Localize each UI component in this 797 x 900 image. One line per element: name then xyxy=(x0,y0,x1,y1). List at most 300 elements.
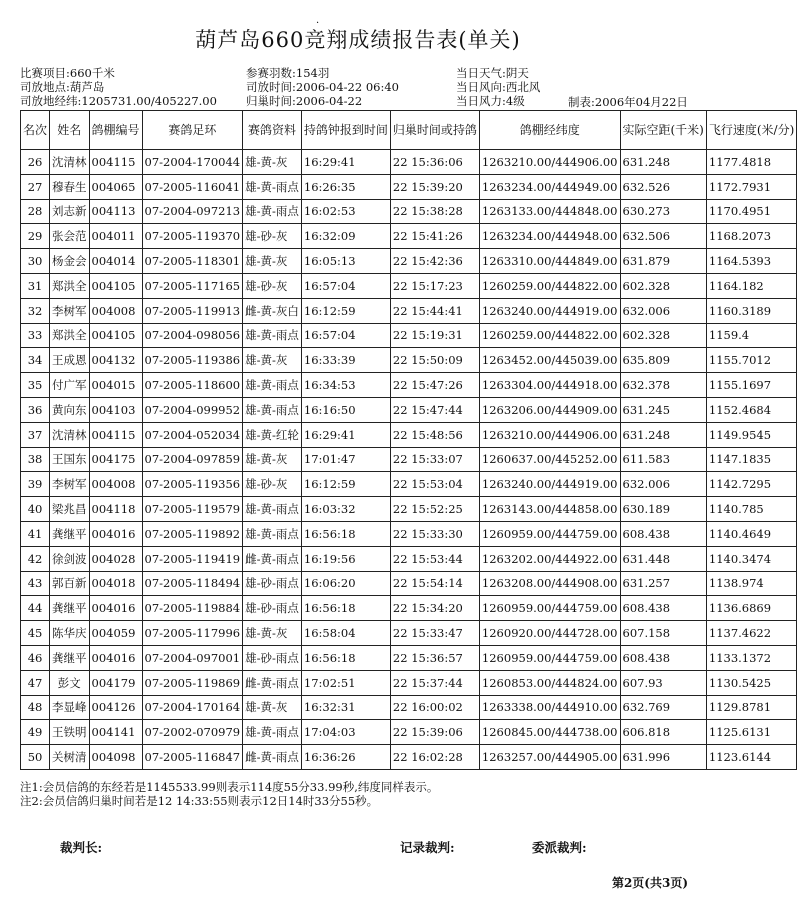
header-speed: 飞行速度(米/分) xyxy=(706,111,796,150)
cell-clock-time: 16:19:56 xyxy=(301,546,390,571)
cell-pigeon-info: 雄-黄-雨点 xyxy=(243,397,302,422)
header-clock-time: 持鸽钟报到时间 xyxy=(301,111,390,150)
cell-distance: 630.273 xyxy=(620,199,706,224)
cell-distance: 608.438 xyxy=(620,521,706,546)
cell-loft-coords: 1263143.00/444858.00 xyxy=(479,497,620,522)
meta-col-1 xyxy=(20,66,217,108)
cell-rank: 29 xyxy=(21,224,50,249)
cell-pigeon-info: 雄-黄-灰 xyxy=(243,447,302,472)
cell-name: 杨金会 xyxy=(50,249,90,274)
cell-name: 郑洪全 xyxy=(50,273,90,298)
cell-clock-time: 16:29:41 xyxy=(301,422,390,447)
cell-ring: 07-2005-116847 xyxy=(142,745,243,770)
cell-distance: 602.328 xyxy=(620,323,706,348)
cell-loft-coords: 1260259.00/444822.00 xyxy=(479,323,620,348)
header-distance: 实际空距(千米) xyxy=(620,111,706,150)
release-coordinates: 司放地经纬:1205731.00/405227.00 xyxy=(20,94,217,108)
cell-loft-id: 004011 xyxy=(89,224,142,249)
cell-distance: 635.809 xyxy=(620,348,706,373)
cell-pigeon-info: 雄-黄-红轮 xyxy=(243,422,302,447)
cell-ring: 07-2005-116041 xyxy=(142,174,243,199)
cell-pigeon-info: 雄-黄-灰 xyxy=(243,621,302,646)
cell-rank: 32 xyxy=(21,298,50,323)
cell-clock-time: 16:58:04 xyxy=(301,621,390,646)
cell-speed: 1129.8781 xyxy=(706,695,796,720)
cell-ring: 07-2005-119356 xyxy=(142,472,243,497)
cell-name: 刘志新 xyxy=(50,199,90,224)
table-row xyxy=(21,348,797,373)
cell-loft-id: 004015 xyxy=(89,373,142,398)
cell-loft-id: 004105 xyxy=(89,323,142,348)
cell-ring: 07-2005-117165 xyxy=(142,273,243,298)
cell-clock-time: 16:56:18 xyxy=(301,645,390,670)
cell-pigeon-info: 雄-黄-雨点 xyxy=(243,521,302,546)
cell-return-time: 22 15:39:20 xyxy=(390,174,479,199)
cell-loft-id: 004016 xyxy=(89,521,142,546)
header-loft-coords: 鸽棚经纬度 xyxy=(479,111,620,150)
cell-loft-coords: 1260959.00/444759.00 xyxy=(479,521,620,546)
cell-loft-coords: 1260959.00/444759.00 xyxy=(479,596,620,621)
cell-ring: 07-2005-117996 xyxy=(142,621,243,646)
report-title: 葫芦岛660竞翔成绩报告表(单关) xyxy=(195,28,521,52)
table-row xyxy=(21,373,797,398)
cell-loft-id: 004141 xyxy=(89,720,142,745)
cell-name: 李树军 xyxy=(50,298,90,323)
cell-return-time: 22 15:44:41 xyxy=(390,298,479,323)
cell-ring: 07-2005-119370 xyxy=(142,224,243,249)
cell-loft-coords: 1263208.00/444908.00 xyxy=(479,571,620,596)
header-rank: 名次 xyxy=(21,111,50,150)
cell-rank: 42 xyxy=(21,546,50,571)
cell-pigeon-info: 雄-砂-雨点 xyxy=(243,596,302,621)
cell-clock-time: 17:01:47 xyxy=(301,447,390,472)
cell-loft-id: 004098 xyxy=(89,745,142,770)
cell-rank: 35 xyxy=(21,373,50,398)
cell-pigeon-info: 雌-黄-雨点 xyxy=(243,745,302,770)
cell-distance: 632.769 xyxy=(620,695,706,720)
cell-distance: 631.448 xyxy=(620,546,706,571)
cell-ring: 07-2004-170044 xyxy=(142,150,243,175)
cell-loft-coords: 1260637.00/445252.00 xyxy=(479,447,620,472)
cell-clock-time: 16:57:04 xyxy=(301,323,390,348)
table-row xyxy=(21,745,797,770)
table-row xyxy=(21,298,797,323)
cell-rank: 27 xyxy=(21,174,50,199)
cell-name: 彭文 xyxy=(50,670,90,695)
cell-clock-time: 16:33:39 xyxy=(301,348,390,373)
cell-distance: 631.248 xyxy=(620,150,706,175)
cell-loft-coords: 1263240.00/444919.00 xyxy=(479,472,620,497)
cell-return-time: 22 15:52:25 xyxy=(390,497,479,522)
note-2: 注2:会员信鸽归巢时间若是12 14:33:55则表示12日14时33分55秒。 xyxy=(20,794,379,808)
cell-clock-time: 16:06:20 xyxy=(301,571,390,596)
table-row xyxy=(21,546,797,571)
cell-name: 龚继平 xyxy=(50,645,90,670)
table-row xyxy=(21,695,797,720)
cell-name: 沈清林 xyxy=(50,422,90,447)
cell-return-time: 22 15:19:31 xyxy=(390,323,479,348)
cell-return-time: 22 15:33:07 xyxy=(390,447,479,472)
cell-return-time: 22 15:37:44 xyxy=(390,670,479,695)
cell-name: 黄向东 xyxy=(50,397,90,422)
entry-count: 参赛羽数:154羽 xyxy=(246,66,330,80)
cell-loft-id: 004132 xyxy=(89,348,142,373)
cell-clock-time: 17:04:03 xyxy=(301,720,390,745)
table-row xyxy=(21,521,797,546)
cell-distance: 611.583 xyxy=(620,447,706,472)
cell-loft-coords: 1263210.00/444906.00 xyxy=(479,422,620,447)
made-date: 制表:2006年04月22日 xyxy=(568,95,688,109)
cell-pigeon-info: 雌-黄-雨点 xyxy=(243,546,302,571)
cell-clock-time: 16:03:32 xyxy=(301,497,390,522)
table-row xyxy=(21,397,797,422)
cell-return-time: 22 16:02:28 xyxy=(390,745,479,770)
cell-clock-time: 16:12:59 xyxy=(301,472,390,497)
cell-return-time: 22 15:53:04 xyxy=(390,472,479,497)
wind-force: 当日风力:4级 xyxy=(456,94,525,108)
chief-referee-label: 裁判长: xyxy=(60,840,103,855)
weather: 当日天气:阴天 xyxy=(456,66,529,80)
cell-speed: 1160.3189 xyxy=(706,298,796,323)
cell-distance: 631.879 xyxy=(620,249,706,274)
notes xyxy=(20,780,438,808)
header-return-time: 归巢时间或持鸽 xyxy=(390,111,479,150)
cell-pigeon-info: 雄-砂-灰 xyxy=(243,273,302,298)
cell-clock-time: 16:32:09 xyxy=(301,224,390,249)
cell-clock-time: 16:34:53 xyxy=(301,373,390,398)
cell-loft-coords: 1263234.00/444949.00 xyxy=(479,174,620,199)
cell-clock-time: 16:26:35 xyxy=(301,174,390,199)
cell-pigeon-info: 雄-黄-雨点 xyxy=(243,720,302,745)
cell-loft-id: 004105 xyxy=(89,273,142,298)
cell-name: 穆春生 xyxy=(50,174,90,199)
cell-name: 付广军 xyxy=(50,373,90,398)
table-row xyxy=(21,645,797,670)
cell-rank: 40 xyxy=(21,497,50,522)
cell-return-time: 22 15:41:26 xyxy=(390,224,479,249)
cell-name: 王铁明 xyxy=(50,720,90,745)
table-row xyxy=(21,447,797,472)
cell-clock-time: 16:05:13 xyxy=(301,249,390,274)
cell-name: 张会范 xyxy=(50,224,90,249)
release-time: 司放时间:2006-04-22 06:40 xyxy=(246,80,399,94)
header-ring: 赛鸽足环 xyxy=(142,111,243,150)
cell-distance: 632.506 xyxy=(620,224,706,249)
cell-loft-id: 004115 xyxy=(89,422,142,447)
cell-rank: 49 xyxy=(21,720,50,745)
cell-clock-time: 16:36:26 xyxy=(301,745,390,770)
cell-name: 徐剑波 xyxy=(50,546,90,571)
cell-name: 关树清 xyxy=(50,745,90,770)
cell-speed: 1177.4818 xyxy=(706,150,796,175)
cell-speed: 1155.1697 xyxy=(706,373,796,398)
cell-distance: 632.526 xyxy=(620,174,706,199)
cell-ring: 07-2005-119884 xyxy=(142,596,243,621)
cell-distance: 631.245 xyxy=(620,397,706,422)
header-name: 姓名 xyxy=(50,111,90,150)
meta-col-2 xyxy=(246,66,399,108)
cell-rank: 34 xyxy=(21,348,50,373)
cell-speed: 1172.7931 xyxy=(706,174,796,199)
cell-rank: 41 xyxy=(21,521,50,546)
cell-pigeon-info: 雄-黄-灰 xyxy=(243,150,302,175)
cell-speed: 1140.3474 xyxy=(706,546,796,571)
cell-loft-coords: 1263133.00/444848.00 xyxy=(479,199,620,224)
cell-loft-coords: 1263304.00/444918.00 xyxy=(479,373,620,398)
cell-loft-id: 004179 xyxy=(89,670,142,695)
cell-speed: 1147.1835 xyxy=(706,447,796,472)
cell-loft-coords: 1263206.00/444909.00 xyxy=(479,397,620,422)
cell-loft-coords: 1260259.00/444822.00 xyxy=(479,273,620,298)
cell-rank: 26 xyxy=(21,150,50,175)
recording-referee-label: 记录裁判: xyxy=(400,840,455,855)
cell-ring: 07-2004-097859 xyxy=(142,447,243,472)
cell-distance: 631.257 xyxy=(620,571,706,596)
cell-ring: 07-2004-099952 xyxy=(142,397,243,422)
cell-loft-coords: 1263202.00/444922.00 xyxy=(479,546,620,571)
cell-name: 李显峰 xyxy=(50,695,90,720)
cell-rank: 38 xyxy=(21,447,50,472)
cell-name: 龚继平 xyxy=(50,596,90,621)
cell-ring: 07-2005-119579 xyxy=(142,497,243,522)
cell-ring: 07-2004-097213 xyxy=(142,199,243,224)
cell-clock-time: 16:02:53 xyxy=(301,199,390,224)
cell-rank: 30 xyxy=(21,249,50,274)
table-row xyxy=(21,571,797,596)
cell-speed: 1130.5425 xyxy=(706,670,796,695)
cell-rank: 44 xyxy=(21,596,50,621)
results-table xyxy=(20,110,797,770)
header-row xyxy=(21,111,797,150)
cell-ring: 07-2005-119386 xyxy=(142,348,243,373)
cell-speed: 1164.182 xyxy=(706,273,796,298)
cell-ring: 07-2005-118301 xyxy=(142,249,243,274)
cell-speed: 1140.785 xyxy=(706,497,796,522)
cell-clock-time: 16:12:59 xyxy=(301,298,390,323)
cell-loft-id: 004008 xyxy=(89,298,142,323)
table-row xyxy=(21,249,797,274)
cell-loft-id: 004115 xyxy=(89,150,142,175)
cell-return-time: 22 15:36:06 xyxy=(390,150,479,175)
cell-loft-coords: 1263234.00/444948.00 xyxy=(479,224,620,249)
cell-ring: 07-2005-119913 xyxy=(142,298,243,323)
cell-speed: 1170.4951 xyxy=(706,199,796,224)
cell-pigeon-info: 雌-黄-雨点 xyxy=(243,670,302,695)
header-loft-id: 鸽棚编号 xyxy=(89,111,142,150)
cell-speed: 1137.4622 xyxy=(706,621,796,646)
cell-ring: 07-2004-052034 xyxy=(142,422,243,447)
race-item: 比赛项目:660千米 xyxy=(20,66,115,80)
cell-distance: 608.438 xyxy=(620,645,706,670)
cell-loft-coords: 1263210.00/444906.00 xyxy=(479,150,620,175)
table-row xyxy=(21,596,797,621)
cell-ring: 07-2004-170164 xyxy=(142,695,243,720)
cell-pigeon-info: 雄-砂-雨点 xyxy=(243,645,302,670)
cell-speed: 1164.5393 xyxy=(706,249,796,274)
cell-return-time: 22 15:39:06 xyxy=(390,720,479,745)
cell-return-time: 22 15:53:44 xyxy=(390,546,479,571)
cell-loft-id: 004118 xyxy=(89,497,142,522)
cell-return-time: 22 16:00:02 xyxy=(390,695,479,720)
cell-name: 陈华庆 xyxy=(50,621,90,646)
cell-speed: 1159.4 xyxy=(706,323,796,348)
cell-distance: 631.248 xyxy=(620,422,706,447)
cell-rank: 46 xyxy=(21,645,50,670)
cell-ring: 07-2005-118600 xyxy=(142,373,243,398)
cell-loft-id: 004126 xyxy=(89,695,142,720)
cell-name: 梁兆昌 xyxy=(50,497,90,522)
cell-rank: 45 xyxy=(21,621,50,646)
cell-rank: 47 xyxy=(21,670,50,695)
cell-rank: 28 xyxy=(21,199,50,224)
cell-return-time: 22 15:36:57 xyxy=(390,645,479,670)
cell-distance: 606.818 xyxy=(620,720,706,745)
table-row xyxy=(21,224,797,249)
table-row xyxy=(21,472,797,497)
cell-pigeon-info: 雌-黄-灰白 xyxy=(243,298,302,323)
cell-pigeon-info: 雄-黄-雨点 xyxy=(243,174,302,199)
cell-loft-id: 004175 xyxy=(89,447,142,472)
cell-return-time: 22 15:33:30 xyxy=(390,521,479,546)
cell-rank: 43 xyxy=(21,571,50,596)
cell-name: 龚继平 xyxy=(50,521,90,546)
cell-distance: 608.438 xyxy=(620,596,706,621)
cell-pigeon-info: 雄-黄-雨点 xyxy=(243,373,302,398)
cell-clock-time: 16:56:18 xyxy=(301,521,390,546)
cell-loft-coords: 1260845.00/444738.00 xyxy=(479,720,620,745)
cell-name: 李树军 xyxy=(50,472,90,497)
cell-speed: 1168.2073 xyxy=(706,224,796,249)
cell-ring: 07-2002-070979 xyxy=(142,720,243,745)
cell-pigeon-info: 雄-黄-灰 xyxy=(243,695,302,720)
table-row xyxy=(21,174,797,199)
wind-direction: 当日风向:西北风 xyxy=(456,80,541,94)
cell-loft-coords: 1263338.00/444910.00 xyxy=(479,695,620,720)
cell-loft-id: 004028 xyxy=(89,546,142,571)
cell-speed: 1133.1372 xyxy=(706,645,796,670)
cell-return-time: 22 15:38:28 xyxy=(390,199,479,224)
cell-rank: 39 xyxy=(21,472,50,497)
cell-ring: 07-2005-119892 xyxy=(142,521,243,546)
cell-loft-id: 004065 xyxy=(89,174,142,199)
page-number: 第2页(共3页) xyxy=(611,876,688,890)
table-row xyxy=(21,497,797,522)
cell-speed: 1123.6144 xyxy=(706,745,796,770)
cell-rank: 50 xyxy=(21,745,50,770)
cell-pigeon-info: 雄-砂-灰 xyxy=(243,472,302,497)
cell-loft-coords: 1260853.00/444824.00 xyxy=(479,670,620,695)
table-row xyxy=(21,199,797,224)
cell-return-time: 22 15:42:36 xyxy=(390,249,479,274)
cell-speed: 1155.7012 xyxy=(706,348,796,373)
cell-loft-coords: 1263257.00/444905.00 xyxy=(479,745,620,770)
header-pigeon-info: 赛鸽资料 xyxy=(243,111,302,150)
cell-loft-id: 004016 xyxy=(89,596,142,621)
cell-loft-coords: 1263452.00/445039.00 xyxy=(479,348,620,373)
cell-speed: 1149.9545 xyxy=(706,422,796,447)
note-1: 注1:会员信鸽的东经若是1145533.99则表示114度55分33.99秒,纬度同样表示。 xyxy=(20,780,439,794)
table-row xyxy=(21,670,797,695)
table-row xyxy=(21,273,797,298)
cell-distance: 632.006 xyxy=(620,472,706,497)
cell-distance: 607.93 xyxy=(620,670,706,695)
cell-loft-coords: 1263310.00/444849.00 xyxy=(479,249,620,274)
cell-pigeon-info: 雄-黄-雨点 xyxy=(243,323,302,348)
cell-rank: 48 xyxy=(21,695,50,720)
cell-speed: 1138.974 xyxy=(706,571,796,596)
cell-speed: 1152.4684 xyxy=(706,397,796,422)
table-row xyxy=(21,422,797,447)
cell-speed: 1125.6131 xyxy=(706,720,796,745)
cell-clock-time: 16:29:41 xyxy=(301,150,390,175)
table-row xyxy=(21,720,797,745)
cell-distance: 607.158 xyxy=(620,621,706,646)
cell-distance: 630.189 xyxy=(620,497,706,522)
cell-loft-id: 004103 xyxy=(89,397,142,422)
cell-return-time: 22 15:33:47 xyxy=(390,621,479,646)
cell-ring: 07-2004-098056 xyxy=(142,323,243,348)
cell-speed: 1142.7295 xyxy=(706,472,796,497)
cell-loft-id: 004059 xyxy=(89,621,142,646)
table-row xyxy=(21,323,797,348)
cell-clock-time: 17:02:51 xyxy=(301,670,390,695)
cell-pigeon-info: 雄-黄-灰 xyxy=(243,249,302,274)
cell-distance: 631.996 xyxy=(620,745,706,770)
table-row xyxy=(21,150,797,175)
cell-clock-time: 16:57:04 xyxy=(301,273,390,298)
cell-return-time: 22 15:34:20 xyxy=(390,596,479,621)
return-date: 归巢时间:2006-04-22 xyxy=(246,94,363,108)
cell-ring: 07-2005-118494 xyxy=(142,571,243,596)
cell-return-time: 22 15:50:09 xyxy=(390,348,479,373)
cell-loft-coords: 1260920.00/444728.00 xyxy=(479,621,620,646)
cell-name: 郑洪全 xyxy=(50,323,90,348)
cell-speed: 1136.6869 xyxy=(706,596,796,621)
appointed-referee-label: 委派裁判: xyxy=(532,840,587,855)
cell-loft-id: 004008 xyxy=(89,472,142,497)
table-row xyxy=(21,621,797,646)
cell-pigeon-info: 雄-黄-灰 xyxy=(243,348,302,373)
cell-loft-id: 004016 xyxy=(89,645,142,670)
meta-col-3 xyxy=(456,66,540,108)
cell-pigeon-info: 雄-黄-雨点 xyxy=(243,497,302,522)
cell-return-time: 22 15:47:44 xyxy=(390,397,479,422)
cell-rank: 37 xyxy=(21,422,50,447)
cell-distance: 602.328 xyxy=(620,273,706,298)
cell-return-time: 22 15:48:56 xyxy=(390,422,479,447)
cell-clock-time: 16:32:31 xyxy=(301,695,390,720)
cell-loft-coords: 1263240.00/444919.00 xyxy=(479,298,620,323)
cell-pigeon-info: 雄-砂-灰 xyxy=(243,224,302,249)
release-location: 司放地点:葫芦岛 xyxy=(20,80,105,94)
cell-loft-coords: 1260959.00/444759.00 xyxy=(479,645,620,670)
cell-ring: 07-2004-097001 xyxy=(142,645,243,670)
cell-rank: 31 xyxy=(21,273,50,298)
cell-ring: 07-2005-119869 xyxy=(142,670,243,695)
cell-clock-time: 16:56:18 xyxy=(301,596,390,621)
cell-name: 郭百新 xyxy=(50,571,90,596)
cell-pigeon-info: 雄-黄-雨点 xyxy=(243,199,302,224)
cell-return-time: 22 15:17:23 xyxy=(390,273,479,298)
cell-name: 王成恩 xyxy=(50,348,90,373)
cell-rank: 36 xyxy=(21,397,50,422)
cell-clock-time: 16:16:50 xyxy=(301,397,390,422)
cell-loft-id: 004113 xyxy=(89,199,142,224)
cell-distance: 632.006 xyxy=(620,298,706,323)
stray-mark: · xyxy=(316,18,320,29)
cell-loft-id: 004014 xyxy=(89,249,142,274)
cell-pigeon-info: 雄-砂-雨点 xyxy=(243,571,302,596)
